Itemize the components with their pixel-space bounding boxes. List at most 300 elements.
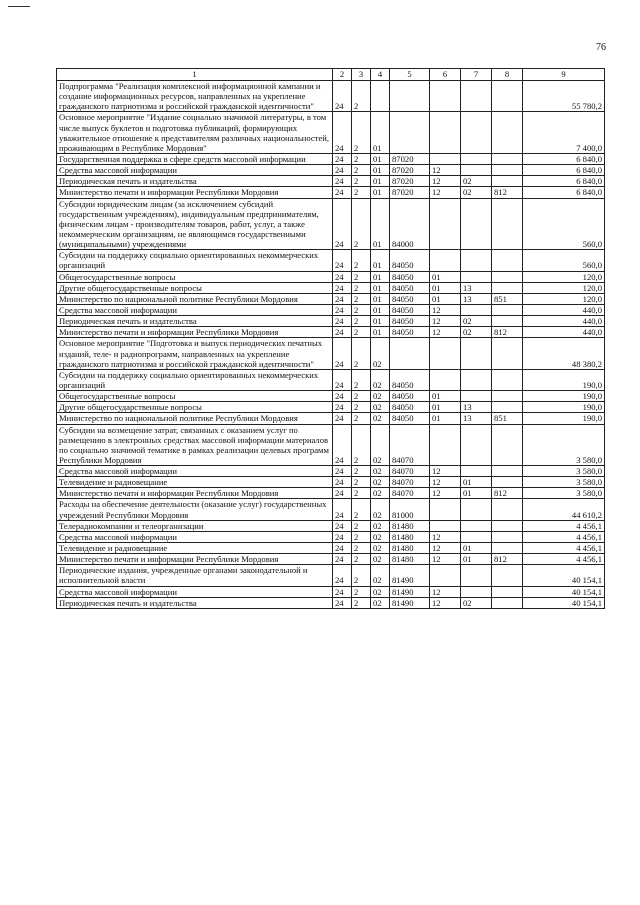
code-cell <box>492 466 523 477</box>
row-name-cell: Другие общегосударственные вопросы <box>57 282 333 293</box>
code-cell <box>461 531 492 542</box>
column-header: 1 <box>57 69 333 81</box>
code-cell: 13 <box>461 282 492 293</box>
amount-cell: 190,0 <box>523 402 605 413</box>
code-cell: 2 <box>352 198 371 250</box>
code-cell: 81490 <box>390 565 430 586</box>
code-cell: 12 <box>430 176 461 187</box>
code-cell: 24 <box>333 597 352 608</box>
column-header: 3 <box>352 69 371 81</box>
amount-cell: 4 456,1 <box>523 554 605 565</box>
code-cell <box>430 112 461 154</box>
code-cell: 2 <box>352 112 371 154</box>
code-cell: 24 <box>333 250 352 271</box>
code-cell: 24 <box>333 293 352 304</box>
amount-cell: 4 456,1 <box>523 531 605 542</box>
table-row <box>57 520 605 531</box>
code-cell: 2 <box>352 565 371 586</box>
amount-cell: 190,0 <box>523 369 605 390</box>
table-row <box>57 198 605 250</box>
code-cell: 2 <box>352 554 371 565</box>
code-cell: 24 <box>333 424 352 466</box>
table-row <box>57 316 605 327</box>
code-cell: 01 <box>461 477 492 488</box>
code-cell: 851 <box>492 413 523 424</box>
row-name-cell: Средства массовой информации <box>57 165 333 176</box>
amount-cell: 7 400,0 <box>523 112 605 154</box>
amount-cell: 120,0 <box>523 282 605 293</box>
code-cell <box>430 250 461 271</box>
row-name-cell: Телевидение и радиовещание <box>57 543 333 554</box>
code-cell <box>461 466 492 477</box>
code-cell <box>492 586 523 597</box>
code-cell: 2 <box>352 187 371 198</box>
code-cell <box>492 176 523 187</box>
table-row <box>57 402 605 413</box>
row-name-cell: Подпрограмма "Реализация комплексной информационной кампании и создание информационных ресурсов, направленных на укрепление гражданского патриотизма и российской гражданской идентичности" <box>57 81 333 112</box>
code-cell: 87020 <box>390 153 430 164</box>
amount-cell: 40 154,1 <box>523 586 605 597</box>
table-row <box>57 369 605 390</box>
code-cell: 84050 <box>390 250 430 271</box>
code-cell: 12 <box>430 187 461 198</box>
row-name-cell: Министерство печати и информации Республики Мордовия <box>57 554 333 565</box>
code-cell: 24 <box>333 165 352 176</box>
row-name-cell: Расходы на обеспечение деятельности (оказание услуг) государственных учреждений Республики Мордовия <box>57 499 333 520</box>
code-cell <box>492 520 523 531</box>
amount-cell: 6 840,0 <box>523 187 605 198</box>
column-header: 8 <box>492 69 523 81</box>
code-cell <box>430 424 461 466</box>
code-cell: 01 <box>461 543 492 554</box>
code-cell: 812 <box>492 187 523 198</box>
row-name-cell: Министерство по национальной политике Республики Мордовия <box>57 413 333 424</box>
table-row <box>57 304 605 315</box>
row-name-cell: Общегосударственные вопросы <box>57 271 333 282</box>
code-cell: 24 <box>333 413 352 424</box>
code-cell <box>492 250 523 271</box>
table-row <box>57 282 605 293</box>
table-row <box>57 499 605 520</box>
table-row <box>57 153 605 164</box>
code-cell <box>461 81 492 112</box>
table-row <box>57 327 605 338</box>
code-cell: 01 <box>430 293 461 304</box>
code-cell: 01 <box>371 165 390 176</box>
code-cell <box>492 271 523 282</box>
table-row <box>57 466 605 477</box>
code-cell <box>492 565 523 586</box>
code-cell: 87020 <box>390 165 430 176</box>
code-cell: 01 <box>371 282 390 293</box>
amount-cell: 6 840,0 <box>523 176 605 187</box>
code-cell <box>461 520 492 531</box>
column-header: 7 <box>461 69 492 81</box>
code-cell <box>461 424 492 466</box>
code-cell: 2 <box>352 477 371 488</box>
code-cell <box>430 520 461 531</box>
code-cell <box>430 81 461 112</box>
code-cell: 24 <box>333 488 352 499</box>
code-cell: 01 <box>430 402 461 413</box>
row-name-cell: Министерство печати и информации Республики Мордовия <box>57 327 333 338</box>
row-name-cell: Министерство печати и информации Республики Мордовия <box>57 187 333 198</box>
code-cell: 84070 <box>390 466 430 477</box>
amount-cell: 44 610,2 <box>523 499 605 520</box>
code-cell: 81490 <box>390 586 430 597</box>
amount-cell: 3 580,0 <box>523 424 605 466</box>
code-cell: 2 <box>352 391 371 402</box>
table-row <box>57 293 605 304</box>
code-cell <box>461 198 492 250</box>
code-cell: 01 <box>371 187 390 198</box>
code-cell: 01 <box>461 488 492 499</box>
amount-cell: 3 580,0 <box>523 466 605 477</box>
table-row <box>57 271 605 282</box>
code-cell: 87020 <box>390 187 430 198</box>
code-cell <box>461 338 492 369</box>
code-cell: 2 <box>352 499 371 520</box>
row-name-cell: Телевидение и радиовещание <box>57 477 333 488</box>
code-cell: 02 <box>371 402 390 413</box>
code-cell: 01 <box>371 271 390 282</box>
code-cell: 84070 <box>390 477 430 488</box>
code-cell: 02 <box>371 597 390 608</box>
amount-cell: 440,0 <box>523 316 605 327</box>
amount-cell: 3 580,0 <box>523 488 605 499</box>
table-row <box>57 424 605 466</box>
code-cell: 81480 <box>390 531 430 542</box>
code-cell: 02 <box>371 543 390 554</box>
code-cell: 01 <box>430 413 461 424</box>
table-row <box>57 488 605 499</box>
top-margin-rule <box>8 6 30 7</box>
code-cell <box>430 369 461 390</box>
code-cell <box>461 165 492 176</box>
code-cell <box>461 250 492 271</box>
row-name-cell: Субсидии на возмещение затрат, связанных с оказанием услуг по размещению в электронных средствах массовой информации материалов по социально значимой тематике в рамках реализации целевых программ Республики Мордовия <box>57 424 333 466</box>
code-cell: 01 <box>461 554 492 565</box>
table-row <box>57 543 605 554</box>
code-cell: 12 <box>430 586 461 597</box>
code-cell: 02 <box>371 586 390 597</box>
code-cell: 02 <box>371 565 390 586</box>
code-cell: 02 <box>371 477 390 488</box>
row-name-cell: Министерство по национальной политике Республики Мордовия <box>57 293 333 304</box>
column-header: 2 <box>333 69 352 81</box>
code-cell: 02 <box>371 520 390 531</box>
code-cell: 01 <box>430 391 461 402</box>
row-name-cell: Государственная поддержка в сфере средств массовой информации <box>57 153 333 164</box>
code-cell: 01 <box>430 282 461 293</box>
code-cell: 01 <box>371 304 390 315</box>
code-cell <box>492 81 523 112</box>
code-cell: 24 <box>333 338 352 369</box>
code-cell <box>492 499 523 520</box>
code-cell: 2 <box>352 81 371 112</box>
table-row <box>57 554 605 565</box>
table-row <box>57 531 605 542</box>
code-cell: 24 <box>333 477 352 488</box>
code-cell <box>492 424 523 466</box>
code-cell: 12 <box>430 554 461 565</box>
table-row <box>57 165 605 176</box>
code-cell: 24 <box>333 112 352 154</box>
code-cell: 84070 <box>390 488 430 499</box>
table-header-row <box>57 69 605 81</box>
amount-cell: 40 154,1 <box>523 597 605 608</box>
amount-cell: 40 154,1 <box>523 565 605 586</box>
code-cell: 01 <box>371 176 390 187</box>
code-cell <box>492 531 523 542</box>
code-cell <box>492 597 523 608</box>
code-cell: 2 <box>352 250 371 271</box>
code-cell: 12 <box>430 327 461 338</box>
code-cell: 2 <box>352 176 371 187</box>
amount-cell: 3 580,0 <box>523 477 605 488</box>
code-cell: 13 <box>461 293 492 304</box>
code-cell: 02 <box>461 316 492 327</box>
code-cell: 24 <box>333 543 352 554</box>
code-cell: 851 <box>492 293 523 304</box>
code-cell <box>492 153 523 164</box>
code-cell: 24 <box>333 369 352 390</box>
code-cell: 02 <box>461 597 492 608</box>
row-name-cell: Субсидии на поддержку социально ориентированных некоммерческих организаций <box>57 250 333 271</box>
code-cell: 01 <box>371 112 390 154</box>
table-row <box>57 477 605 488</box>
code-cell: 01 <box>371 327 390 338</box>
code-cell <box>492 112 523 154</box>
code-cell <box>430 153 461 164</box>
code-cell: 01 <box>371 153 390 164</box>
amount-cell: 440,0 <box>523 327 605 338</box>
code-cell: 2 <box>352 165 371 176</box>
table-row <box>57 413 605 424</box>
code-cell <box>461 304 492 315</box>
code-cell: 02 <box>371 369 390 390</box>
code-cell: 2 <box>352 293 371 304</box>
code-cell: 02 <box>461 176 492 187</box>
code-cell: 01 <box>371 198 390 250</box>
amount-cell: 560,0 <box>523 198 605 250</box>
amount-cell: 120,0 <box>523 293 605 304</box>
code-cell <box>492 304 523 315</box>
code-cell <box>461 391 492 402</box>
code-cell <box>390 112 430 154</box>
code-cell: 12 <box>430 531 461 542</box>
code-cell: 2 <box>352 271 371 282</box>
code-cell: 2 <box>352 466 371 477</box>
row-name-cell: Средства массовой информации <box>57 466 333 477</box>
code-cell: 12 <box>430 543 461 554</box>
code-cell <box>492 282 523 293</box>
code-cell: 84050 <box>390 391 430 402</box>
code-cell: 24 <box>333 316 352 327</box>
code-cell: 24 <box>333 282 352 293</box>
code-cell <box>461 153 492 164</box>
code-cell: 24 <box>333 586 352 597</box>
code-cell <box>430 338 461 369</box>
code-cell: 2 <box>352 304 371 315</box>
code-cell: 24 <box>333 391 352 402</box>
code-cell: 84050 <box>390 271 430 282</box>
code-cell: 13 <box>461 413 492 424</box>
code-cell: 02 <box>371 391 390 402</box>
code-cell: 2 <box>352 369 371 390</box>
code-cell <box>461 586 492 597</box>
row-name-cell: Средства массовой информации <box>57 531 333 542</box>
code-cell: 01 <box>371 316 390 327</box>
code-cell: 24 <box>333 499 352 520</box>
row-name-cell: Периодическая печать и издательства <box>57 597 333 608</box>
row-name-cell: Телерадиокомпании и телеорганизации <box>57 520 333 531</box>
page-number: 76 <box>596 42 606 53</box>
code-cell: 24 <box>333 565 352 586</box>
code-cell: 84070 <box>390 424 430 466</box>
amount-cell: 48 380,2 <box>523 338 605 369</box>
code-cell <box>492 477 523 488</box>
code-cell: 24 <box>333 304 352 315</box>
table-row <box>57 250 605 271</box>
code-cell: 81480 <box>390 543 430 554</box>
code-cell: 2 <box>352 153 371 164</box>
row-name-cell: Основное мероприятие "Подготовка и выпуск периодических печатных изданий, теле- и радиопрограмм, направленных на укрепление гражданского патриотизма и российской гражданской идентичности" <box>57 338 333 369</box>
row-name-cell: Средства массовой информации <box>57 586 333 597</box>
code-cell <box>430 499 461 520</box>
column-header: 5 <box>390 69 430 81</box>
column-header: 6 <box>430 69 461 81</box>
table-row <box>57 187 605 198</box>
code-cell: 12 <box>430 304 461 315</box>
code-cell: 24 <box>333 153 352 164</box>
code-cell: 24 <box>333 187 352 198</box>
code-cell: 84050 <box>390 402 430 413</box>
code-cell: 81480 <box>390 520 430 531</box>
code-cell: 12 <box>430 316 461 327</box>
code-cell: 24 <box>333 81 352 112</box>
code-cell: 24 <box>333 176 352 187</box>
code-cell <box>461 112 492 154</box>
code-cell: 24 <box>333 327 352 338</box>
row-name-cell: Общегосударственные вопросы <box>57 391 333 402</box>
code-cell: 2 <box>352 327 371 338</box>
code-cell <box>430 565 461 586</box>
code-cell: 84050 <box>390 316 430 327</box>
code-cell <box>461 499 492 520</box>
code-cell <box>461 565 492 586</box>
row-name-cell: Субсидии на поддержку социально ориентированных некоммерческих организаций <box>57 369 333 390</box>
code-cell: 02 <box>371 531 390 542</box>
table-row <box>57 586 605 597</box>
row-name-cell: Другие общегосударственные вопросы <box>57 402 333 413</box>
amount-cell: 560,0 <box>523 250 605 271</box>
code-cell: 84050 <box>390 327 430 338</box>
row-name-cell: Периодические издания, учрежденные органами законодательной и исполнительной власти <box>57 565 333 586</box>
code-cell: 2 <box>352 597 371 608</box>
amount-cell: 120,0 <box>523 271 605 282</box>
code-cell: 24 <box>333 520 352 531</box>
code-cell: 2 <box>352 520 371 531</box>
code-cell: 2 <box>352 338 371 369</box>
code-cell <box>492 391 523 402</box>
code-cell: 24 <box>333 554 352 565</box>
code-cell <box>492 316 523 327</box>
code-cell: 02 <box>461 327 492 338</box>
code-cell: 84000 <box>390 198 430 250</box>
table-body <box>57 81 605 609</box>
code-cell: 12 <box>430 477 461 488</box>
table-row <box>57 176 605 187</box>
column-header: 4 <box>371 69 390 81</box>
code-cell: 02 <box>461 187 492 198</box>
code-cell: 81490 <box>390 597 430 608</box>
amount-cell: 190,0 <box>523 391 605 402</box>
code-cell: 02 <box>371 488 390 499</box>
table-row <box>57 597 605 608</box>
code-cell <box>430 198 461 250</box>
code-cell <box>390 81 430 112</box>
code-cell: 84050 <box>390 304 430 315</box>
code-cell: 2 <box>352 488 371 499</box>
code-cell: 12 <box>430 165 461 176</box>
code-cell <box>492 198 523 250</box>
code-cell: 12 <box>430 597 461 608</box>
budget-table <box>56 68 605 609</box>
row-name-cell: Министерство печати и информации Республики Мордовия <box>57 488 333 499</box>
row-name-cell: Субсидии юридическим лицам (за исключением субсидий государственным учреждениям), индивидуальным предпринимателям, физическим лицам - производителям товаров, работ, услуг, а также некоммерческим организациям, не являющимся государственными (муниципальными) учреждениями <box>57 198 333 250</box>
code-cell <box>492 543 523 554</box>
amount-cell: 4 456,1 <box>523 543 605 554</box>
table-row <box>57 565 605 586</box>
code-cell: 2 <box>352 543 371 554</box>
row-name-cell: Основное мероприятие "Издание социально значимой литературы, в том числе выпуск буклетов и подготовка публикаций, формирующих уважительное отношение к представителям различных национальностей, проживающим в Республике Мордовия" <box>57 112 333 154</box>
code-cell: 24 <box>333 402 352 413</box>
code-cell: 01 <box>371 293 390 304</box>
code-cell: 02 <box>371 554 390 565</box>
code-cell: 24 <box>333 466 352 477</box>
code-cell: 24 <box>333 531 352 542</box>
code-cell: 01 <box>430 271 461 282</box>
code-cell: 84050 <box>390 293 430 304</box>
code-cell: 2 <box>352 282 371 293</box>
code-cell: 812 <box>492 554 523 565</box>
row-name-cell: Периодическая печать и издательства <box>57 176 333 187</box>
code-cell: 84050 <box>390 282 430 293</box>
code-cell: 02 <box>371 466 390 477</box>
code-cell <box>492 338 523 369</box>
table-row <box>57 391 605 402</box>
code-cell: 81480 <box>390 554 430 565</box>
code-cell: 24 <box>333 271 352 282</box>
amount-cell: 6 840,0 <box>523 165 605 176</box>
table-row <box>57 338 605 369</box>
amount-cell: 6 840,0 <box>523 153 605 164</box>
code-cell: 84050 <box>390 369 430 390</box>
amount-cell: 55 780,2 <box>523 81 605 112</box>
code-cell: 13 <box>461 402 492 413</box>
amount-cell: 4 456,1 <box>523 520 605 531</box>
code-cell: 2 <box>352 531 371 542</box>
code-cell <box>461 271 492 282</box>
amount-cell: 440,0 <box>523 304 605 315</box>
code-cell <box>492 369 523 390</box>
code-cell: 02 <box>371 499 390 520</box>
column-header: 9 <box>523 69 605 81</box>
code-cell: 12 <box>430 466 461 477</box>
row-name-cell: Периодическая печать и издательства <box>57 316 333 327</box>
code-cell: 2 <box>352 413 371 424</box>
